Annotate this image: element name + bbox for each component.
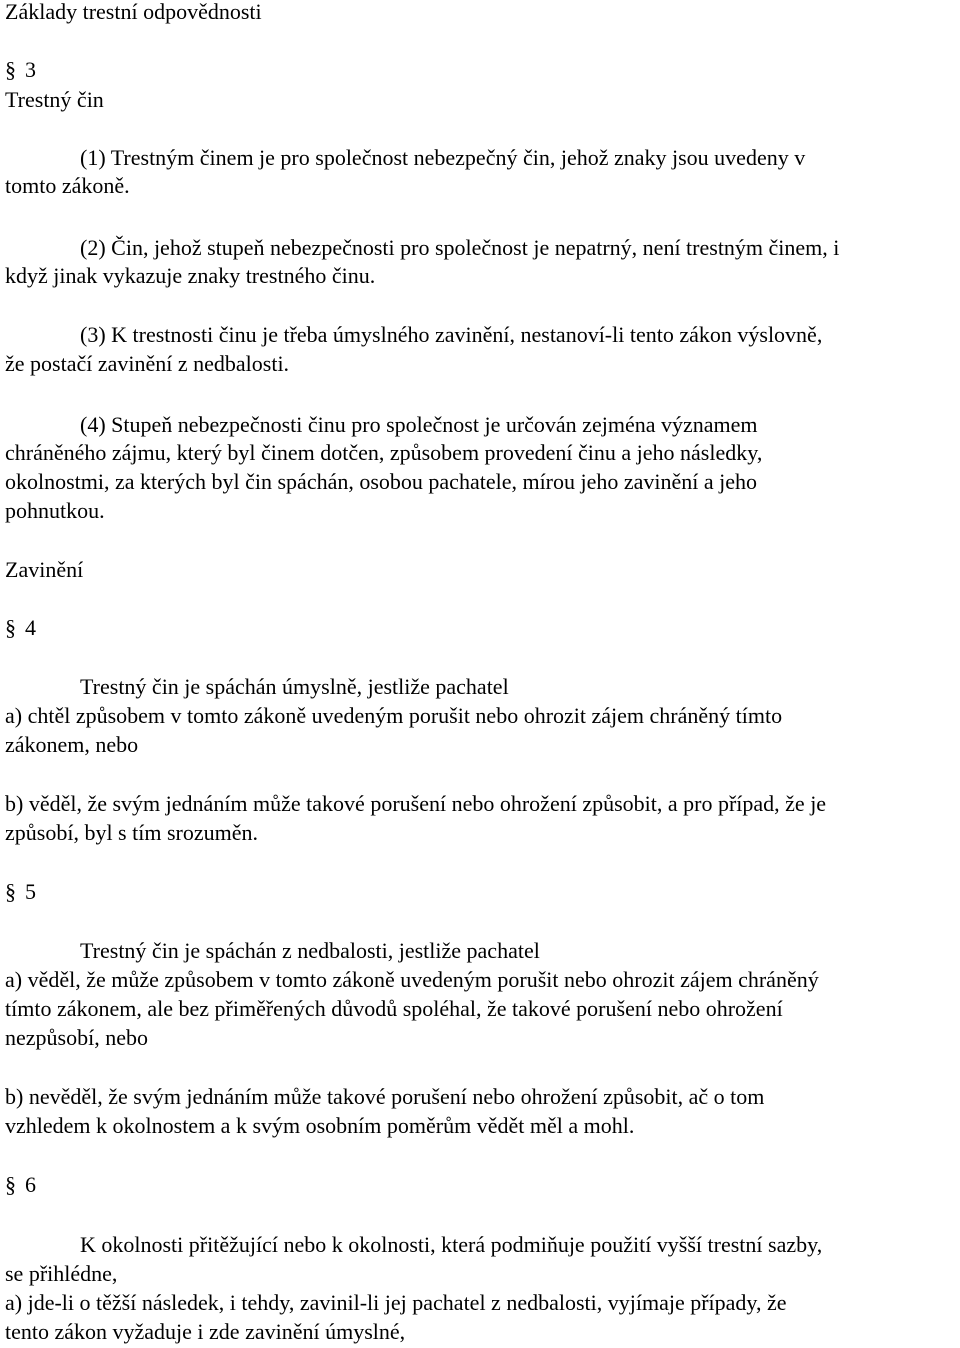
s5-a-line-1: a) věděl, že může způsobem v tomto zákoně uvedeným porušit nebo ohrozit zájem chráněný: [5, 967, 819, 992]
s3-p3-line-1: (3) K trestnosti činu je třeba úmyslného zavinění, nestanoví-li tento zákon výslovně,: [80, 322, 823, 347]
s3-p4-line-4: pohnutkou.: [5, 498, 105, 523]
s5-b-line-1: b) nevěděl, že svým jednáním může takové porušení nebo ohrožení způsobit, ač o tom: [5, 1084, 765, 1109]
s4-a-line-1: a) chtěl způsobem v tomto zákoně uvedeným porušit nebo ohrozit zájem chráněný tímto: [5, 703, 783, 728]
s5-a-line-2: tímto zákonem, ale bez přiměřených důvodů spoléhal, že takové porušení nebo ohrožení: [5, 996, 783, 1021]
s3-p4-line-2: chráněného zájmu, který byl činem dotčen, způsobem provedení činu a jeho následky,: [5, 440, 763, 465]
section-number: 6: [25, 1172, 36, 1197]
section-sign: §: [5, 615, 16, 640]
section-number: 3: [25, 57, 36, 82]
s4-b-line-2: způsobí, byl s tím srozuměn.: [5, 820, 258, 845]
section-sign: §: [5, 1172, 16, 1197]
section-3-marker: [5, 55, 36, 85]
section-4-marker: [5, 613, 36, 643]
s3-p4-line-1: (4) Stupeň nebezpečnosti činu pro společnost je určován zejména významem: [80, 412, 758, 437]
s4-a-line-2: zákonem, nebo: [5, 732, 139, 757]
s3-p2-line-2: když jinak vykazuje znaky trestného činu.: [5, 263, 376, 288]
s4-intro: Trestný čin je spáchán úmyslně, jestliže pachatel: [80, 674, 509, 699]
section-number: 4: [25, 615, 36, 640]
section-3-heading: Trestný čin: [5, 87, 104, 112]
s3-p4-line-3: okolnostmi, za kterých byl čin spáchán, osobou pachatele, mírou jeho zavinění a jeho: [5, 469, 758, 494]
s5-intro: Trestný čin je spáchán z nedbalosti, jestliže pachatel: [80, 938, 540, 963]
s6-a-line-2: tento zákon vyžaduje i zde zavinění úmyslné,: [5, 1319, 406, 1344]
s3-p2-line-1: (2) Čin, jehož stupeň nebezpečnosti pro společnost je nepatrný, není trestným činem, i: [80, 235, 840, 260]
section-6-marker: [5, 1170, 36, 1200]
section-sign: §: [5, 879, 16, 904]
section-sign: §: [5, 57, 16, 82]
s3-p1-line-2: tomto zákoně.: [5, 173, 130, 198]
section-5-marker: [5, 877, 36, 907]
s6-a-line-1: a) jde-li o těžší následek, i tehdy, zavinil-li jej pachatel z nedbalosti, vyjímaje případy, že: [5, 1290, 787, 1315]
s6-intro-line-1: K okolnosti přitěžující nebo k okolnosti, která podmiňuje použití vyšší trestní sazby,: [80, 1232, 823, 1257]
s5-a-line-3: nezpůsobí, nebo: [5, 1025, 148, 1050]
s5-b-line-2: vzhledem k okolnostem a k svým osobním poměrům vědět měl a mohl.: [5, 1113, 635, 1138]
s3-p1-line-1: (1) Trestným činem je pro společnost nebezpečný čin, jehož znaky jsou uvedeny v: [80, 145, 806, 170]
s6-intro-line-2: se přihlédne,: [5, 1261, 118, 1286]
s4-b-line-1: b) věděl, že svým jednáním může takové porušení nebo ohrožení způsobit, a pro případ, že je: [5, 791, 827, 816]
s3-p3-line-2: že postačí zavinění z nedbalosti.: [5, 351, 290, 376]
document-title: Základy trestní odpovědnosti: [5, 0, 262, 24]
chapter-heading-zavineni: Zavinění: [5, 557, 84, 582]
section-number: 5: [25, 879, 36, 904]
